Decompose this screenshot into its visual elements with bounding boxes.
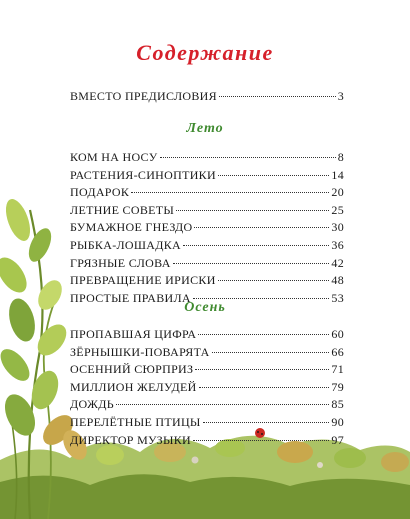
toc-item-page: 42 [331,255,344,270]
toc-item-page: 53 [331,290,344,305]
toc-item-page: 85 [331,397,344,412]
toc-row[interactable] [70,203,344,221]
toc-item-page: 90 [331,414,344,429]
dot-leader [194,227,329,228]
section-heading-autumn: Осень [184,300,226,315]
toc-section-summer [70,150,344,308]
toc-item-page: 20 [331,185,344,200]
toc-row[interactable] [70,327,344,345]
dot-leader [218,175,329,176]
toc-item-title: ДОЖДЬ [70,397,114,412]
toc-item-title: МИЛЛИОН ЖЕЛУДЕЙ [70,379,197,394]
toc-row[interactable] [70,238,344,256]
toc-item-page: 48 [331,273,344,288]
toc-item-title: КОМ НА НОСУ [70,150,158,164]
dot-leader [160,157,336,158]
toc-item-title: ПРЕВРАЩЕНИЕ ИРИСКИ [70,273,216,288]
dot-leader [131,192,329,193]
leaf [32,319,72,361]
toc-item-title: ЗЁРНЫШКИ-ПОВАРЯТА [70,344,210,359]
flower [192,457,199,464]
toc-item-title: ПОДАРОК [70,185,130,200]
toc-item-title: ВМЕСТО ПРЕДИСЛОВИЯ [70,89,217,103]
toc-row[interactable] [70,185,344,203]
toc-row[interactable] [70,273,344,291]
toc-item-page: 60 [331,327,344,341]
toc-item-page: 25 [331,202,344,217]
toc-item-title: ПРОСТЫЕ ПРАВИЛА [70,290,191,305]
toc-row[interactable] [70,256,344,274]
toc-intro [70,89,344,107]
toc-row[interactable] [70,397,344,415]
leaf [0,344,35,386]
toc-item-page: 8 [337,150,344,164]
toc-row[interactable] [70,345,344,363]
toc-item-title: РЫБКА-ЛОШАДКА [70,237,182,252]
dot-leader [183,245,329,246]
dot-leader [219,96,336,97]
toc-section-autumn [70,327,344,450]
flower [317,462,323,468]
dot-leader [212,352,330,353]
dot-leader [198,334,329,335]
toc-item-title: ЛЕТНИЕ СОВЕТЫ [70,202,175,217]
toc-row[interactable] [70,362,344,380]
dot-leader [116,404,330,405]
toc-title: Содержание [136,40,274,65]
leaf [1,196,35,244]
dot-leader [193,298,330,299]
toc-item-page: 97 [331,432,344,447]
dot-leader [193,440,329,441]
toc-item-page: 14 [331,167,344,182]
toc-item-page: 36 [331,237,344,252]
toc-row[interactable] [70,415,344,433]
toc-item-page: 66 [331,344,344,359]
toc-item-title: ГРЯЗНЫЕ СЛОВА [70,255,171,270]
toc-row[interactable] [70,380,344,398]
toc-row[interactable] [70,220,344,238]
dot-leader [195,369,329,370]
dot-leader [203,422,330,423]
dot-leader [173,263,330,264]
toc-item-title: ДИРЕКТОР МУЗЫКИ [70,432,192,447]
dot-leader [218,280,330,281]
toc-item-title: БУМАЖНОЕ ГНЕЗДО [70,220,193,235]
leaf [334,448,366,468]
toc-item-title: ПЕРЕЛЁТНЫЕ ПТИЦЫ [70,414,201,429]
toc-item-page: 71 [331,362,344,377]
toc-row[interactable] [70,150,344,168]
foliage-ground-dark [0,474,410,519]
toc-item-title: РАСТЕНИЯ-СИНОПТИКИ [70,167,216,182]
toc-row[interactable] [70,89,344,107]
toc-row[interactable] [70,168,344,186]
toc-item-title: ПРОПАВШАЯ ЦИФРА [70,327,197,341]
section-heading-summer: Лето [186,121,224,136]
leaf [381,452,409,472]
dot-leader [199,387,330,388]
toc-item-page: 3 [337,89,344,103]
toc-item-page: 30 [331,220,344,235]
toc-row[interactable] [70,433,344,451]
toc-item-title: ОСЕННИЙ СЮРПРИЗ [70,362,194,377]
leaf [0,252,32,297]
toc-item-page: 79 [331,379,344,394]
dot-leader [176,210,329,211]
